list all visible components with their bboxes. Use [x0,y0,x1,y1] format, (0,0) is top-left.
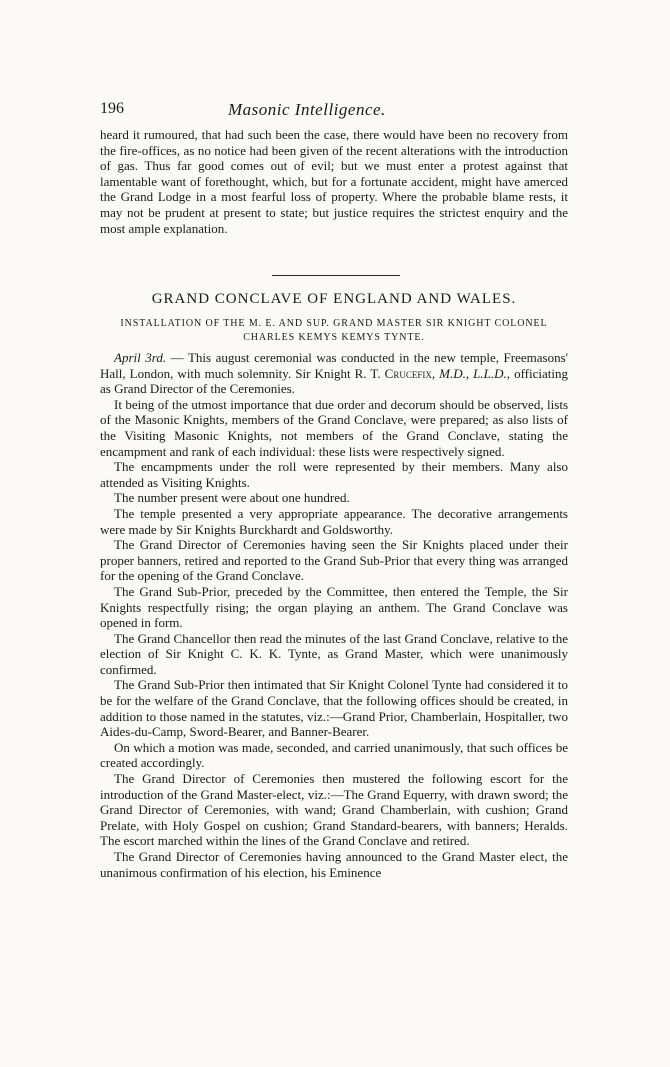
running-title: Masonic Intelligence. [228,100,386,119]
page-number: 196 [100,100,124,117]
paragraph: The Grand Sub-Prior, preceded by the Committee, then entered the Temple, the Sir Knights respectfully rising; the organ playing an anthem. The Grand Conclave was opened in form. [100,583,568,631]
paragraph: The encampments under the roll were represented by their members. Many also attended as Visiting Knights. [100,459,568,490]
intro-text-block [100,127,568,236]
page-header [100,100,568,122]
person-degrees: , M.D., L.L.D., [431,365,511,381]
intro-paragraph: heard it rumoured, that had such been the case, there would have been no recovery from the fire-offices, as no notice had been given of the recent alterations with the introduction of gas. Thus far good comes out of evil; but we must enter a protest against that lamentable want of forethought, which, but for a fortunate accident, might have amerced the Grand Lodge in a most fearful loss of property. Where the probable blame rests, it may not be prudent at present to state; but justice requires the strictest enquiry and the most ample explanation. [100,127,568,236]
paragraph: The number present were about one hundred. [114,490,350,506]
paragraph: It being of the utmost importance that due order and decorum should be observed, lists of the Masonic Knights, members of the Grand Conclave, were prepared; as also lists of the Visiting Masonic Knights, not members of the Grand Conclave, stating the encampment and rank of each individual: these lists were respectively signed. [100,396,568,459]
paragraph-date: April 3rd. [114,350,167,365]
paragraph-text: officiating as Grand Director of the Ceremonies. [100,365,568,397]
section-subheading: INSTALLATION OF THE M. E. AND SUP. GRAND MASTER SIR KNIGHT COLONEL CHARLES KEMYS KEMYS TYNTE. [120,318,548,343]
paragraph: The Grand Director of Ceremonies having announced to the Grand Master elect, the unanimous confirmation of his election, his Eminence [100,849,568,880]
paragraph: The Grand Director of Ceremonies then mustered the following escort for the introduction of the Grand Master-elect, viz.:—The Grand Equerry, with drawn sword; the Grand Director of Ceremonies, with wand; Grand Chamberlain, with cushion; Grand Prelate, with Holy Gospel on cushion; Grand Standard-bearers, with banners; Heralds. The escort marched within the lines of the Grand Conclave and retired. [100,771,568,849]
paragraph: The Grand Sub-Prior then intimated that Sir Knight Colonel Tynte had considered it to be for the welfare of the Grand Conclave, that the following offices should be created, in addition to those named in the statutes, viz.:—Grand Prior, Chamberlain, Hospitaller, two Aides-du-Camp, Sword-Bearer, and Banner-Bearer. [100,677,568,740]
article-body [100,350,568,880]
section-heading: GRAND CONCLAVE OF ENGLAND AND WALES. [151,291,517,307]
paragraph: On which a motion was made, seconded, and carried unanimously, that such offices be created accordingly. [100,739,568,771]
section-divider [272,275,400,276]
paragraph: The temple presented a very appropriate appearance. The decorative arrangements were made by Sir Knights Burckhardt and Goldsworthy. [100,505,568,537]
first-paragraph [100,350,568,397]
paragraph-text: — This august ceremonial was conducted in the new temple, Freemasons' Hall, London, with much solemnity. Sir Knight R. T. [100,350,568,381]
person-name: Crucefix [384,365,432,381]
paragraph: The Grand Chancellor then read the minutes of the last Grand Conclave, relative to the election of Sir Knight C. K. K. Tynte, as Grand Master, which were unanimously confirmed. [100,630,568,677]
paragraph: The Grand Director of Ceremonies having seen the Sir Knights placed under their proper banners, retired and reported to the Grand Sub-Prior that every thing was arranged for the opening of the Grand Conclave. [100,537,568,584]
